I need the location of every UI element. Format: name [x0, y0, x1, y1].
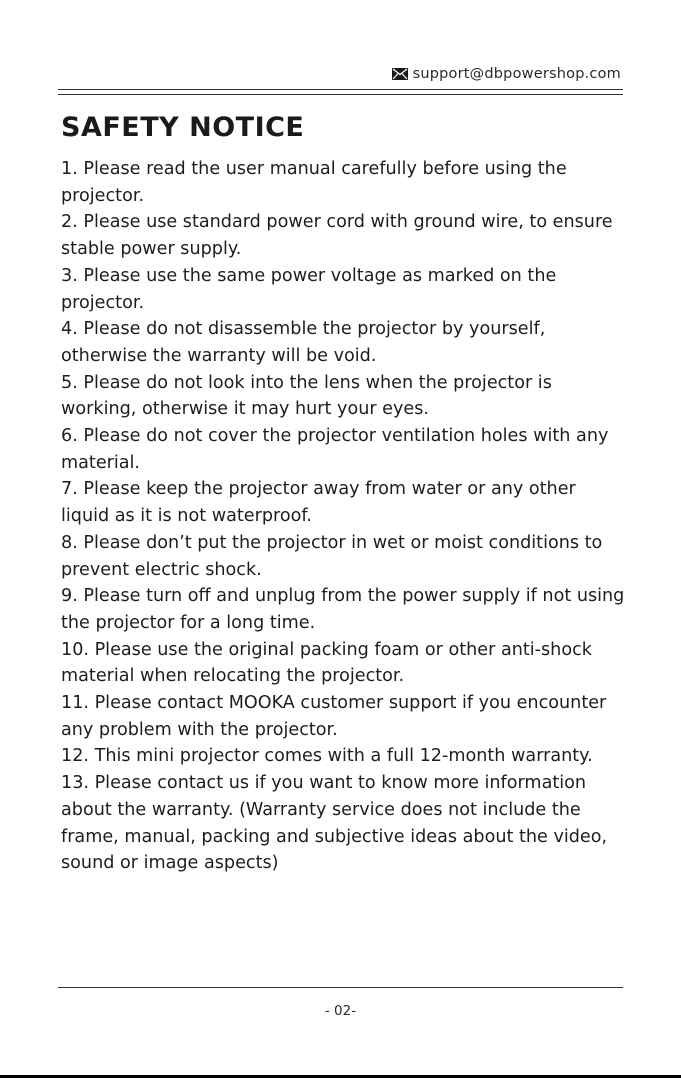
notice-item: 11. Please contact MOOKA customer support if you encounter any problem with the projector.	[61, 693, 607, 740]
footer-divider	[58, 987, 623, 988]
header-divider-secondary	[58, 94, 623, 95]
notice-item: 8. Please don’t put the projector in wet or moist conditions to prevent electric shock.	[61, 532, 603, 580]
page-number: - 02-	[324, 1003, 357, 1019]
safety-notice-list	[61, 156, 627, 877]
notice-item: 10. Please use the original packing foam or other anti-shock material when relocating the projector.	[61, 639, 592, 687]
notice-item: 3. Please use the same power voltage as marked on the projector.	[61, 265, 557, 313]
notice-item: 5. Please do not look into the lens when the projector is working, otherwise it may hurt your eyes.	[61, 372, 552, 420]
support-email[interactable]: support@dbpowershop.com	[412, 66, 621, 82]
page-header	[392, 66, 621, 82]
notice-item: 1. Please read the user manual carefully before using the projector.	[61, 159, 567, 206]
header-divider	[58, 89, 623, 90]
envelope-icon	[392, 68, 408, 80]
notice-item: 13. Please contact us if you want to know more information about the warranty. (Warranty service does not include the frame, manual, packing and subjective ideas about the video, sound or image aspects)	[61, 773, 608, 874]
notice-item: 6. Please do not cover the projector ventilation holes with any material.	[61, 426, 609, 473]
notice-item: 4. Please do not disassemble the projector by yourself, otherwise the warranty will be void.	[61, 319, 546, 366]
notice-item: 7. Please keep the projector away from water or any other liquid as it is not waterproof.	[61, 479, 576, 527]
page-title: SAFETY NOTICE	[61, 112, 305, 143]
notice-item: 12. This mini projector comes with a full 12-month warranty.	[61, 746, 593, 767]
notice-item: 9. Please turn off and unplug from the power supply if not using the projector for a long time.	[61, 586, 625, 633]
notice-item: 2. Please use standard power cord with ground wire, to ensure stable power supply.	[61, 212, 613, 260]
